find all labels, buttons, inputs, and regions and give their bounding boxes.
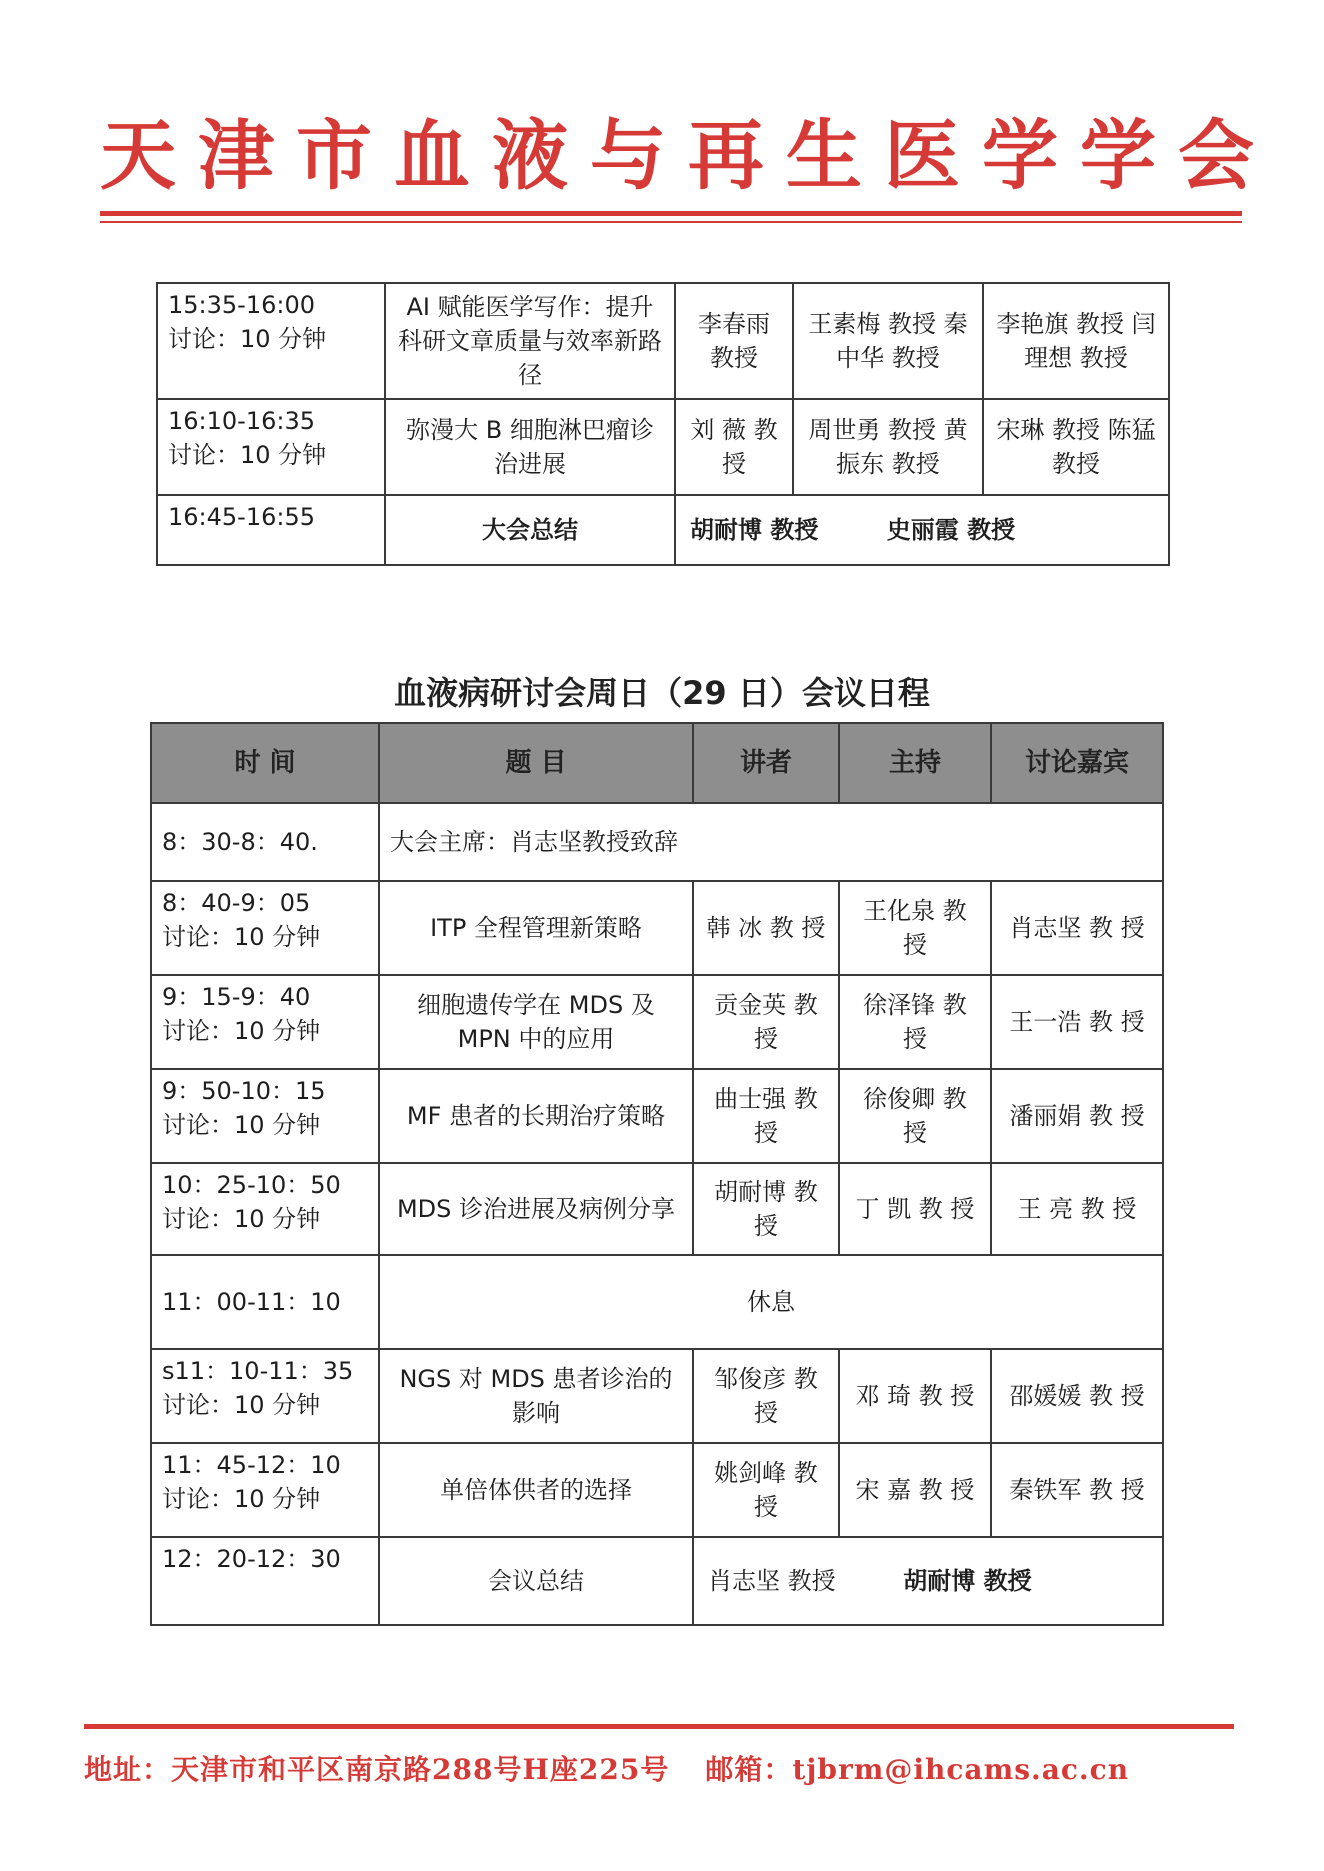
time-range: s11：10-11：35 [162,1357,354,1385]
topic: 会议总结 [379,1537,693,1625]
hosts: 王素梅 教授 秦中华 教授 [793,283,983,399]
discussion-time: 讨论：10 分钟 [168,325,327,353]
speaker: 刘 薇 教 授 [675,399,793,495]
time-range: 11：00-11：10 [151,1255,379,1349]
table-row [157,495,1169,565]
hosts: 周世勇 教授 黄振东 教授 [793,399,983,495]
table-row [157,399,1169,495]
guest: 潘丽娟 教 授 [991,1069,1163,1163]
table-row [151,881,1163,975]
schedule-table-sunday [150,722,1164,1626]
table-row [151,1163,1163,1255]
host: 王化泉 教 授 [839,881,991,975]
time-range: 16:10-16:35 [168,407,315,435]
discussion-time: 讨论：10 分钟 [162,1391,321,1419]
time-range: 10：25-10：50 [162,1171,341,1199]
topic: 细胞遗传学在 MDS 及 MPN 中的应用 [379,975,693,1069]
closing-chairs [675,495,1169,565]
host: 宋 嘉 教 授 [839,1443,991,1537]
topic: MDS 诊治进展及病例分享 [379,1163,693,1255]
header-rule-thin [100,221,1242,223]
chair-2: 史丽霞 教授 [886,516,1016,544]
letterhead-title: 天津市血液与再生医学学会 [100,111,1276,200]
time-range: 9：15-9：40 [162,983,311,1011]
header-rule [100,211,1242,216]
discussion-time: 讨论：10 分钟 [162,1485,321,1513]
topic: NGS 对 MDS 患者诊治的影响 [379,1349,693,1443]
table-row [151,1255,1163,1349]
time-range: 15:35-16:00 [168,291,315,319]
discussion-time: 讨论：10 分钟 [162,1111,321,1139]
discussion-time: 讨论：10 分钟 [162,923,321,951]
footer [84,1748,1165,1788]
topic: 大会总结 [385,495,675,565]
speaker: 邹俊彦 教 授 [693,1349,839,1443]
table-row [151,1349,1163,1443]
time-range: 11：45-12：10 [162,1451,341,1479]
guest: 肖志坚 教 授 [991,881,1163,975]
guests: 李艳旗 教授 闫理想 教授 [983,283,1169,399]
topic: 单倍体供者的选择 [379,1443,693,1537]
table-row [157,283,1169,399]
time-range: 12：20-12：30 [151,1537,379,1625]
table-row [151,803,1163,881]
speaker: 曲士强 教 授 [693,1069,839,1163]
footer-address: 地址：天津市和平区南京路288号H座225号 [84,1753,670,1786]
table-row [151,975,1163,1069]
topic: 弥漫大 B 细胞淋巴瘤诊治进展 [385,399,675,495]
speaker: 李春雨 教授 [675,283,793,399]
opening-remarks: 大会主席：肖志坚教授致辞 [379,803,1163,881]
footer-email: 邮箱：tjbrm@ihcams.ac.cn [705,1753,1130,1786]
chair-1: 胡耐博 教授 [690,516,819,544]
header-speaker: 讲者 [693,723,839,803]
topic: MF 患者的长期治疗策略 [379,1069,693,1163]
topic: ITP 全程管理新策略 [379,881,693,975]
time-range: 16:45-16:55 [157,495,385,565]
time-range: 8：30-8：40. [151,803,379,881]
closing-chairs [693,1537,1163,1625]
schedule-table-continued [156,282,1170,566]
speaker: 胡耐博 教 授 [693,1163,839,1255]
host: 邓 琦 教 授 [839,1349,991,1443]
host: 徐俊卿 教 授 [839,1069,991,1163]
speaker: 贡金英 教 授 [693,975,839,1069]
table-row [151,1443,1163,1537]
discussion-time: 讨论：10 分钟 [162,1205,321,1233]
host: 徐泽锋 教 授 [839,975,991,1069]
section-title: 血液病研讨会周日（29 日）会议日程 [394,674,930,712]
header-guest: 讨论嘉宾 [991,723,1163,803]
header-topic: 题 目 [379,723,693,803]
time-range: 9：50-10：15 [162,1077,326,1105]
discussion-time: 讨论：10 分钟 [168,441,327,469]
chair-2: 胡耐博 教授 [903,1567,1032,1595]
host: 丁 凯 教 授 [839,1163,991,1255]
topic: AI 赋能医学写作：提升科研文章质量与效率新路径 [385,283,675,399]
guest: 王 亮 教 授 [991,1163,1163,1255]
guest: 王一浩 教 授 [991,975,1163,1069]
header-time: 时 间 [151,723,379,803]
break-label: 休息 [379,1255,1163,1349]
table-header-row [151,723,1163,803]
guests: 宋琳 教授 陈猛 教授 [983,399,1169,495]
guest: 邵媛媛 教 授 [991,1349,1163,1443]
footer-rule [84,1724,1234,1729]
chair-1: 肖志坚 教授 [708,1567,836,1595]
table-row [151,1069,1163,1163]
speaker: 姚剑峰 教 授 [693,1443,839,1537]
table-row [151,1537,1163,1625]
speaker: 韩 冰 教 授 [693,881,839,975]
guest: 秦铁军 教 授 [991,1443,1163,1537]
time-range: 8：40-9：05 [162,889,311,917]
header-host: 主持 [839,723,991,803]
discussion-time: 讨论：10 分钟 [162,1017,321,1045]
